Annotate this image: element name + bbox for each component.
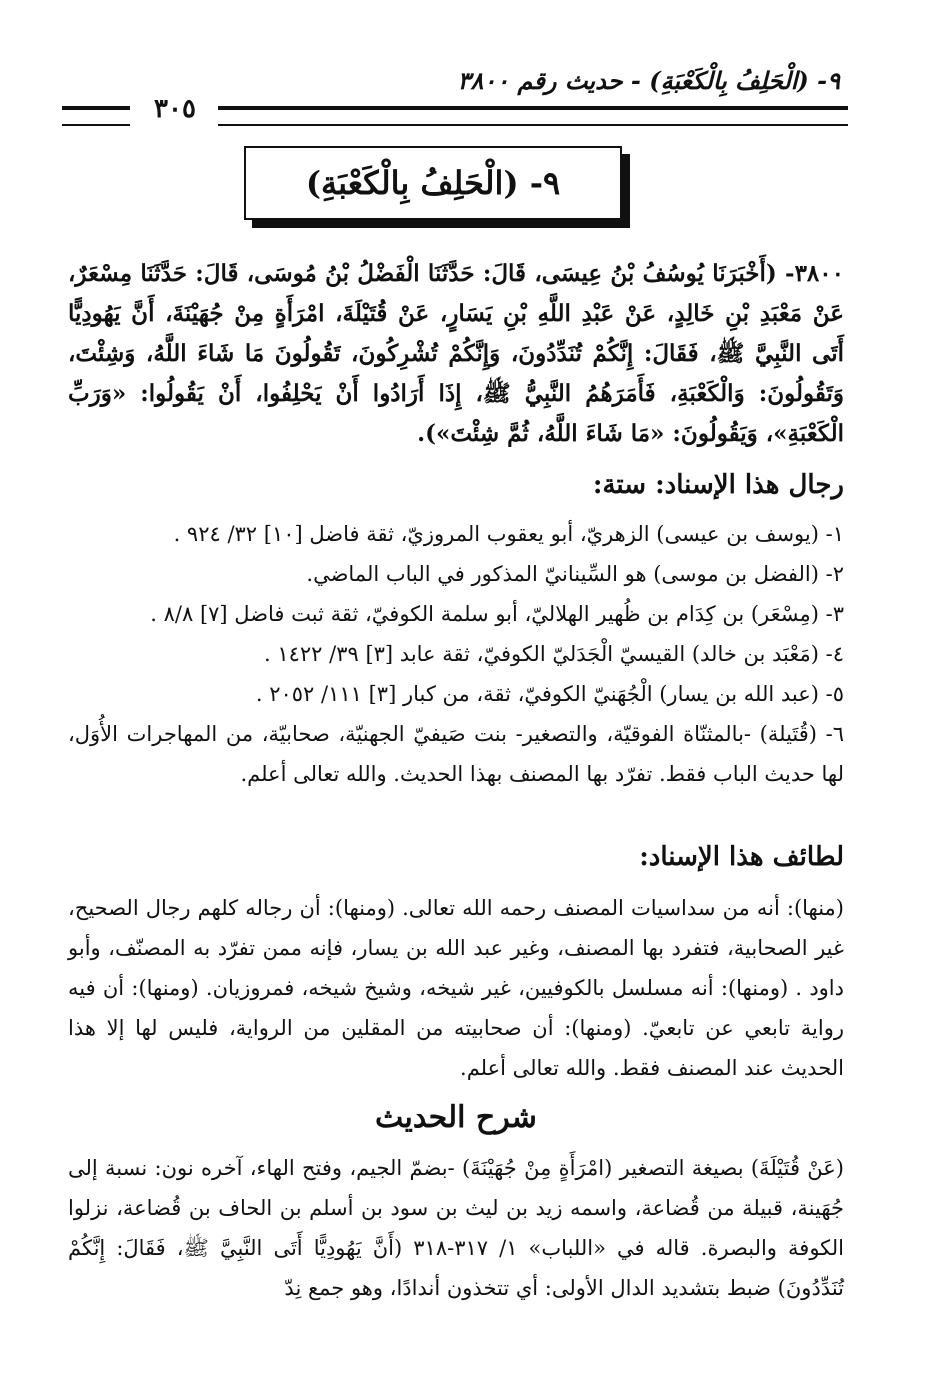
page-number: ٣٠٥ (154, 94, 196, 124)
header-double-rule (218, 106, 848, 126)
lataif-text: (منها): أنه من سداسيات المصنف رحمه الله تعالى. (ومنها): أن رجاله كلهم رجال الصحيح، غير الصحابية، فتفرد بها المصنف، وغير عبد الله بن يسار، فإنه ممن تفرّد به المصنّف، وأبو داود . (ومنها): أنه مسلسل بالكوفيين، غير شيخه، وشيخ شيخه، فمروزيان. (ومنها): أن فيه رواية تابعي عن تابعيّ. (ومنها): أن صحابيته من المقلين من الرواية، فليس لها إلا هذا الحديث عند المصنف فقط. والله تعالى أعلم. (68, 896, 844, 1080)
sharh-text-block (68, 1148, 844, 1308)
narrator-item: ٢- (الفضل بن موسى) هو السِّينانيّ المذكور في الباب الماضي. (306, 562, 844, 586)
hadith-text: ٣٨٠٠- (أَخْبَرَنَا يُوسُفُ بْنُ عِيسَى، قَالَ: حَدَّثَنَا الْفَضْلُ بْنُ مُوسَى، قَالَ: حَدَّثَنَا مِسْعَرٌ، عَنْ مَعْبَدِ بْنِ خَالِدٍ، عَنْ عَبْدِ اللَّهِ بْنِ يَسَارٍ، عَنْ قُتَيْلَةَ، امْرَأَةٍ مِنْ جُهَيْنَةَ، أَنَّ يَهُودِيًّا أَتَى النَّبِيَّ ﷺ، فَقَالَ: إِنَّكُمْ تُنَدِّدُونَ، وَإِنَّكُمْ تُشْرِكُونَ، تَقُولُونَ مَا شَاءَ اللَّهُ، وَشِئْتَ، وَتَقُولُونَ: وَالْكَعْبَةِ، فَأَمَرَهُمُ النَّبِيُّ ﷺ، إِذَا أَرَادُوا أَنْ يَحْلِفُوا، أَنْ يَقُولُوا: «وَرَبِّ الْكَعْبَةِ»، وَيَقُولُونَ: «مَا شَاءَ اللَّهُ، ثُمَّ شِئْتَ»). (68, 260, 844, 447)
narrator-item: ٤- (مَعْبَد بن خالد) القيسيّ الْجَدَليّ الكوفيّ، ثقة عابد [٣] ٣٩/ ١٤٢٢ . (263, 642, 844, 666)
narrator-item: ١- (يوسف بن عيسى) الزهريّ، أبو يعقوب المروزيّ، ثقة فاضل [١٠] ٣٢/ ٩٢٤ . (173, 522, 844, 546)
lataif-text-block (68, 888, 844, 1088)
narrator-item: ٦- (قُتَيلة) -بالمثنّاة الفوقيّة، والتصغير- بنت صَيفيّ الجهنيّة، صحابيّة، من المهاجرات الأُوَل، لها حديث الباب فقط. تفرّد بها المصنف بهذا الحديث. والله تعالى أعلم. (68, 722, 844, 786)
chapter-title: ٩- (الْحَلِفُ بِالْكَعْبَةِ) (305, 164, 561, 202)
chapter-title-box (244, 146, 622, 220)
running-header-title: ٩- (الْحَلِفُ بِالْكَعْبَةِ) - حديث رقم ٣٨٠٠ (457, 66, 840, 95)
narrator-item: ٣- (مِسْعَر) بن كِدَام بن ظُهير الهلاليّ، أبو سلمة الكوفيّ، ثقة ثبت فاضل [٧] ٨/٨ . (150, 602, 844, 626)
sharh-text: (عَنْ قُتَيْلَةَ) بصيغة التصغير (امْرَأَةٍ مِنْ جُهَيْنَةَ) -بضمّ الجيم، وفتح الهاء، آخره نون: نسبة إلى جُهَينة، قبيلة من قُضاعة، واسمه زيد بن ليث بن سود بن أسلم بن الحاف بن قُضاعة، نزلوا الكوفة والبصرة. قاله في «اللباب» ١/ ٣١٧-٣١٨ (أَنَّ يَهُودِيًّا أَتَى النَّبِيَّ ﷺ، فَقَالَ: إِنَّكُمْ تُنَدِّدُونَ) ضبط بتشديد الدال الأولى: أي تتخذون أندادًا، وهو جمع نِدّ (68, 1156, 844, 1300)
lataif-heading: لطائف هذا الإسناد: (639, 842, 844, 872)
sharh-heading: شرح الحديث (375, 1100, 537, 1135)
narrators-heading: رجال هذا الإسناد: ستة: (592, 470, 844, 500)
narrator-item: ٥- (عبد الله بن يسار) الْجُهَنيّ الكوفيّ، ثقة، من كبار [٣] ١١١/ ٢٠٥٢ . (255, 682, 844, 706)
narrators-list (68, 514, 844, 794)
hadith-text-block (68, 254, 844, 454)
page-number-rule (62, 106, 130, 126)
